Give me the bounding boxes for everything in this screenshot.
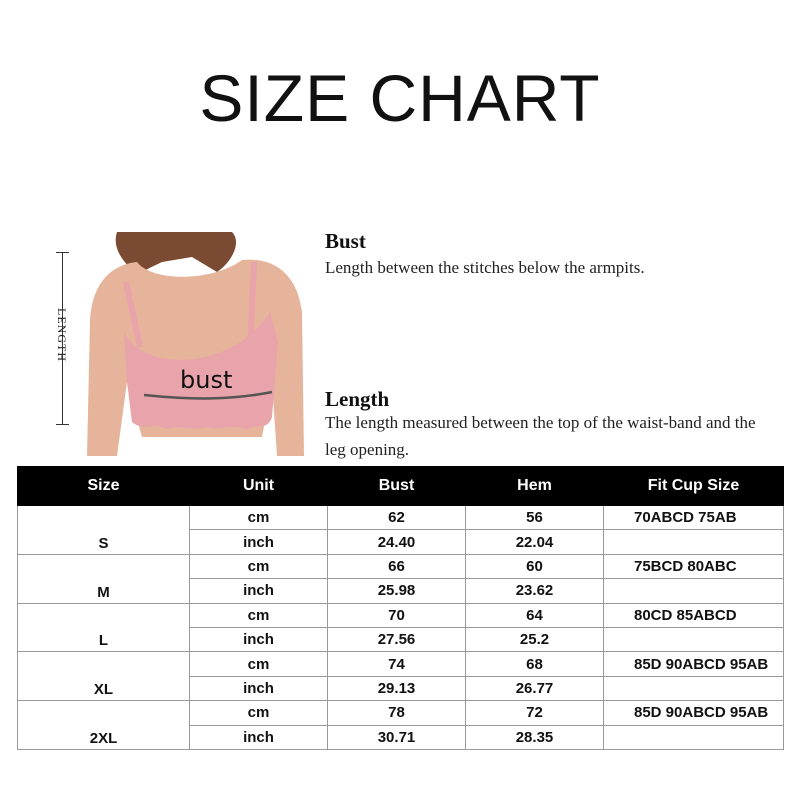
bust-cell: 62 <box>328 506 466 530</box>
bust-description: Length between the stitches below the armpits. <box>325 258 645 277</box>
fit-cup-cell-empty <box>604 676 784 700</box>
fit-cup-cell-empty <box>604 627 784 651</box>
unit-cell: inch <box>190 725 328 749</box>
bust-cell: 70 <box>328 603 466 627</box>
hem-cell: 22.04 <box>466 530 604 554</box>
fit-cup-cell: 75BCD 80ABC <box>604 554 784 578</box>
table-header-row <box>18 467 784 506</box>
size-table <box>17 466 784 750</box>
page-title: SIZE CHART <box>199 61 601 135</box>
table-row <box>18 603 784 627</box>
fit-cup-cell-empty <box>604 725 784 749</box>
length-heading: Length <box>325 387 390 411</box>
unit-cell: inch <box>190 676 328 700</box>
hem-cell: 72 <box>466 701 604 725</box>
header-hem: Hem <box>466 467 604 506</box>
fit-cup-cell: 85D 90ABCD 95AB <box>604 652 784 676</box>
length-description: The length measured between the top of the waist-band and the leg opening. <box>325 413 756 459</box>
hem-cell: 26.77 <box>466 676 604 700</box>
size-cell: S <box>18 506 190 555</box>
header-unit: Unit <box>190 467 328 506</box>
bust-photo-label: bust <box>180 366 233 394</box>
unit-cell: cm <box>190 554 328 578</box>
bust-cell: 74 <box>328 652 466 676</box>
bust-heading: Bust <box>325 229 366 253</box>
hem-cell: 25.2 <box>466 627 604 651</box>
hem-cell: 68 <box>466 652 604 676</box>
header-bust: Bust <box>328 467 466 506</box>
hem-cell: 60 <box>466 554 604 578</box>
unit-cell: cm <box>190 701 328 725</box>
fit-cup-cell: 85D 90ABCD 95AB <box>604 701 784 725</box>
bust-cell: 29.13 <box>328 676 466 700</box>
bust-cell: 66 <box>328 554 466 578</box>
hem-cell: 23.62 <box>466 579 604 603</box>
fit-cup-cell: 70ABCD 75AB <box>604 506 784 530</box>
size-cell: XL <box>18 652 190 701</box>
size-cell: L <box>18 603 190 652</box>
bust-cell: 25.98 <box>328 579 466 603</box>
table-row <box>18 701 784 725</box>
length-dimension-bottom-cap <box>56 424 69 425</box>
fit-cup-cell-empty <box>604 579 784 603</box>
table-row <box>18 652 784 676</box>
length-dimension-top-cap <box>56 252 69 253</box>
bust-cell: 78 <box>328 701 466 725</box>
size-cell: 2XL <box>18 701 190 750</box>
unit-cell: inch <box>190 579 328 603</box>
fit-cup-cell-empty <box>604 530 784 554</box>
unit-cell: inch <box>190 530 328 554</box>
model-photo <box>82 232 314 456</box>
length-dimension-label: LENGTH <box>55 308 69 362</box>
bust-cell: 24.40 <box>328 530 466 554</box>
bust-cell: 30.71 <box>328 725 466 749</box>
header-size: Size <box>18 467 190 506</box>
unit-cell: cm <box>190 603 328 627</box>
unit-cell: cm <box>190 506 328 530</box>
fit-cup-cell: 80CD 85ABCD <box>604 603 784 627</box>
header-fit-cup-size: Fit Cup Size <box>604 467 784 506</box>
unit-cell: cm <box>190 652 328 676</box>
hem-cell: 64 <box>466 603 604 627</box>
table-row <box>18 554 784 578</box>
size-cell: M <box>18 554 190 603</box>
table-row <box>18 506 784 530</box>
hem-cell: 28.35 <box>466 725 604 749</box>
bust-cell: 27.56 <box>328 627 466 651</box>
unit-cell: inch <box>190 627 328 651</box>
hem-cell: 56 <box>466 506 604 530</box>
